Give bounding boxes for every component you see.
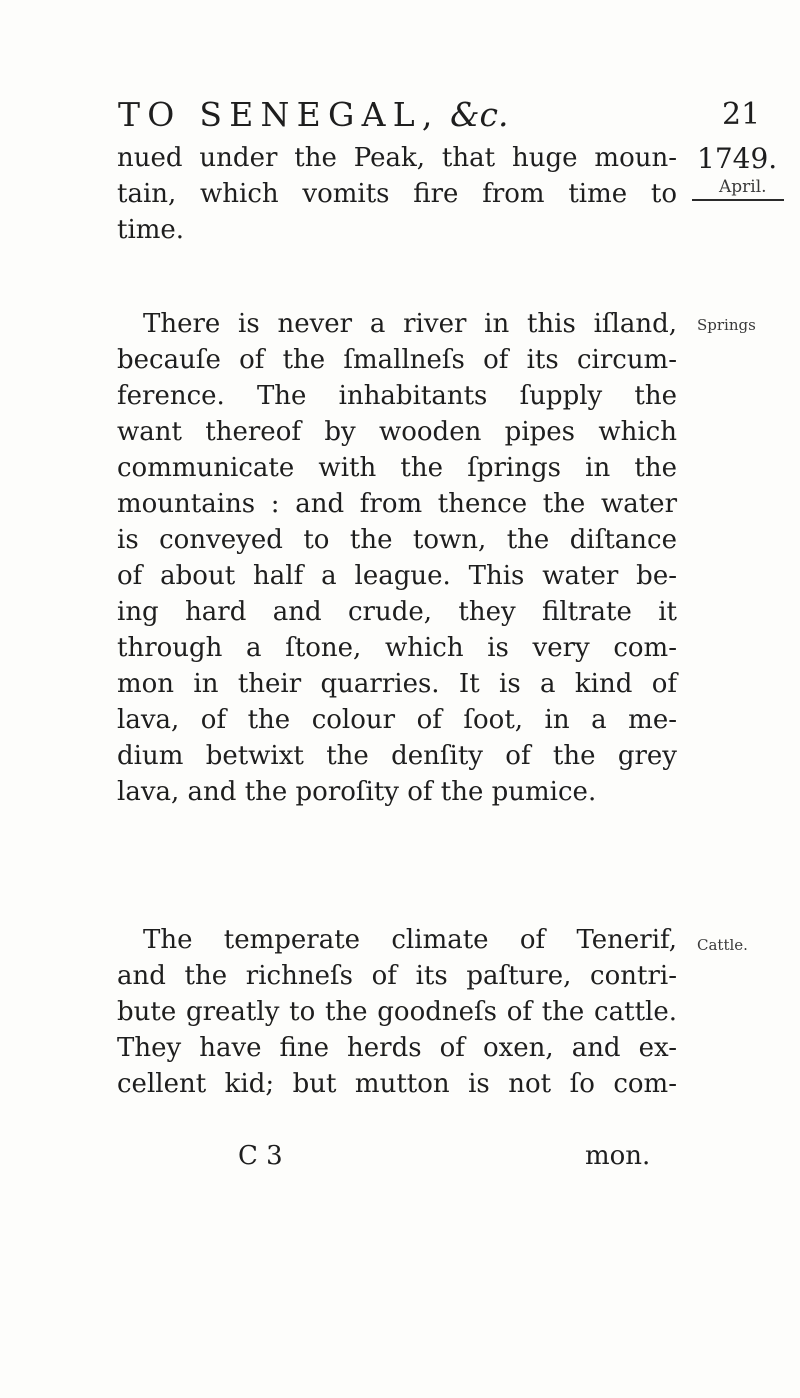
paragraph-3	[117, 922, 677, 1102]
margin-rule	[692, 199, 784, 201]
margin-note-springs: Springs	[697, 316, 756, 334]
signature-mark: C 3	[238, 1141, 283, 1171]
catchword: mon.	[585, 1141, 651, 1171]
text-line: through a ſtone, which is very com-	[117, 633, 677, 663]
paragraph-1	[117, 140, 677, 248]
text-line: becauſe of the ſmallneſs of its circum-	[117, 345, 677, 375]
text-line: is conveyed to the town, the diſtance	[117, 525, 677, 555]
text-line: ing hard and crude, they filtrate it	[117, 597, 677, 627]
text-line: The temperate climate of Tenerif,	[143, 925, 677, 955]
text-line: cellent kid; but mutton is not ſo com-	[117, 1069, 677, 1099]
paragraph-2	[117, 306, 677, 810]
text-line: nued under the Peak, that huge moun-	[117, 143, 677, 173]
text-line: tain, which vomits fire from time to	[117, 179, 677, 209]
margin-year: 1749.	[697, 142, 778, 175]
running-title: TO SENEGAL,	[118, 95, 440, 134]
margin-month: April.	[719, 177, 767, 197]
text-line: of about half a league. This water be-	[117, 561, 677, 591]
running-head	[118, 95, 688, 135]
text-line: mon in their quarries. It is a kind of	[117, 669, 677, 699]
running-title-etc: &c.	[439, 95, 509, 134]
text-line: There is never a river in this iſland,	[143, 309, 677, 339]
text-line: They have fine herds of oxen, and ex-	[117, 1033, 677, 1063]
margin-note-cattle: Cattle.	[697, 936, 748, 954]
page-number: 21	[722, 97, 761, 132]
text-line: and the richneſs of its paſture, contri-	[117, 961, 677, 991]
text-line: ference. The inhabitants ſupply the	[117, 381, 677, 411]
text-line: lava, and the poroſity of the pumice.	[117, 777, 597, 807]
text-line: want thereof by wooden pipes which	[117, 417, 677, 447]
text-line: communicate with the ſprings in the	[117, 453, 677, 483]
text-line: dium betwixt the denſity of the grey	[117, 741, 677, 771]
text-line: mountains : and from thence the water	[117, 489, 677, 519]
text-line: lava, of the colour of ſoot, in a me-	[117, 705, 677, 735]
text-line: time.	[117, 215, 185, 245]
text-line: bute greatly to the goodneſs of the cattle.	[117, 997, 677, 1027]
